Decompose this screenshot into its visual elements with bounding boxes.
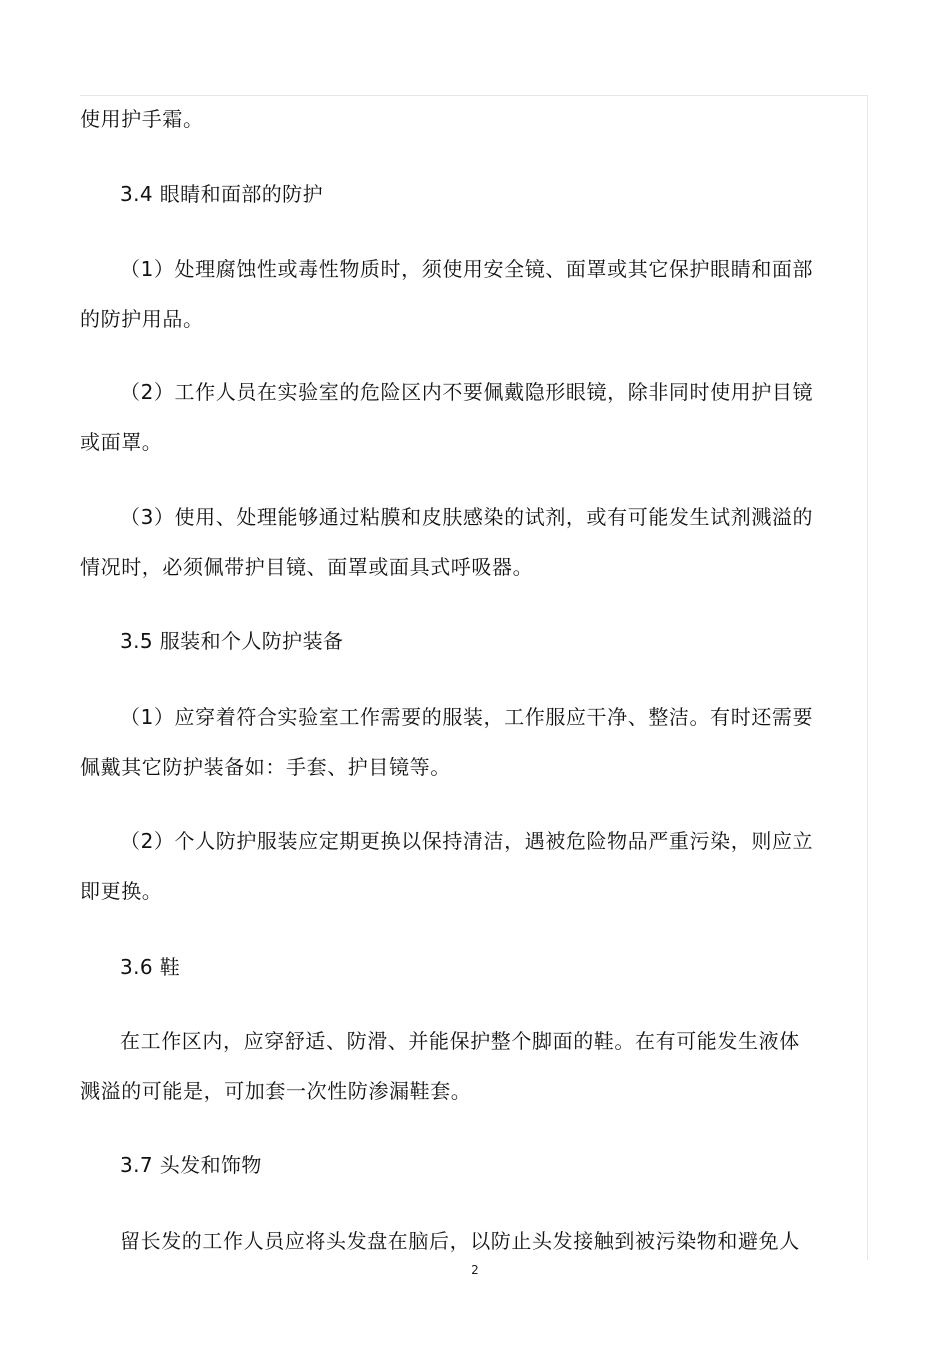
paragraph-line: （3）使用、处理能够通过粘膜和皮肤感染的试剂，或有可能发生试剂溅溢的 [120, 505, 814, 529]
paragraph-line: 的防护用品。 [80, 307, 204, 331]
paragraph-line: 使用护手霜。 [80, 107, 204, 131]
paragraph-line: （1）应穿着符合实验室工作需要的服装，工作服应干净、整洁。有时还需要 [120, 705, 814, 729]
paragraph-line: 或面罩。 [80, 430, 163, 454]
paragraph-line: （2）个人防护服装应定期更换以保持清洁，遇被危险物品严重污染，则应立 [120, 829, 814, 853]
paragraph-line: 溅溢的可能是，可加套一次性防渗漏鞋套。 [80, 1079, 472, 1103]
paragraph-line: 留长发的工作人员应将头发盘在脑后，以防止头发接触到被污染物和避免人 [120, 1229, 800, 1253]
section-heading-3-6: 3.6 鞋 [120, 955, 181, 979]
paragraph-line: 佩戴其它防护装备如：手套、护目镜等。 [80, 755, 451, 779]
section-heading-3-7: 3.7 头发和饰物 [120, 1153, 262, 1177]
section-heading-3-5: 3.5 服装和个人防护装备 [120, 629, 344, 653]
paragraph-line: 情况时，必须佩带护目镜、面罩或面具式呼吸器。 [80, 555, 534, 579]
paragraph-line: 在工作区内，应穿舒适、防滑、并能保护整个脚面的鞋。在有可能发生液体 [120, 1029, 800, 1053]
paragraph-line: （2）工作人员在实验室的危险区内不要佩戴隐形眼镜，除非同时使用护目镜 [120, 380, 814, 404]
paragraph-line: （1）处理腐蚀性或毒性物质时，须使用安全镜、面罩或其它保护眼睛和面部 [120, 257, 814, 281]
page-number: 2 [471, 1263, 479, 1277]
section-heading-3-4: 3.4 眼睛和面部的防护 [120, 182, 323, 206]
paragraph-line: 即更换。 [80, 879, 163, 903]
